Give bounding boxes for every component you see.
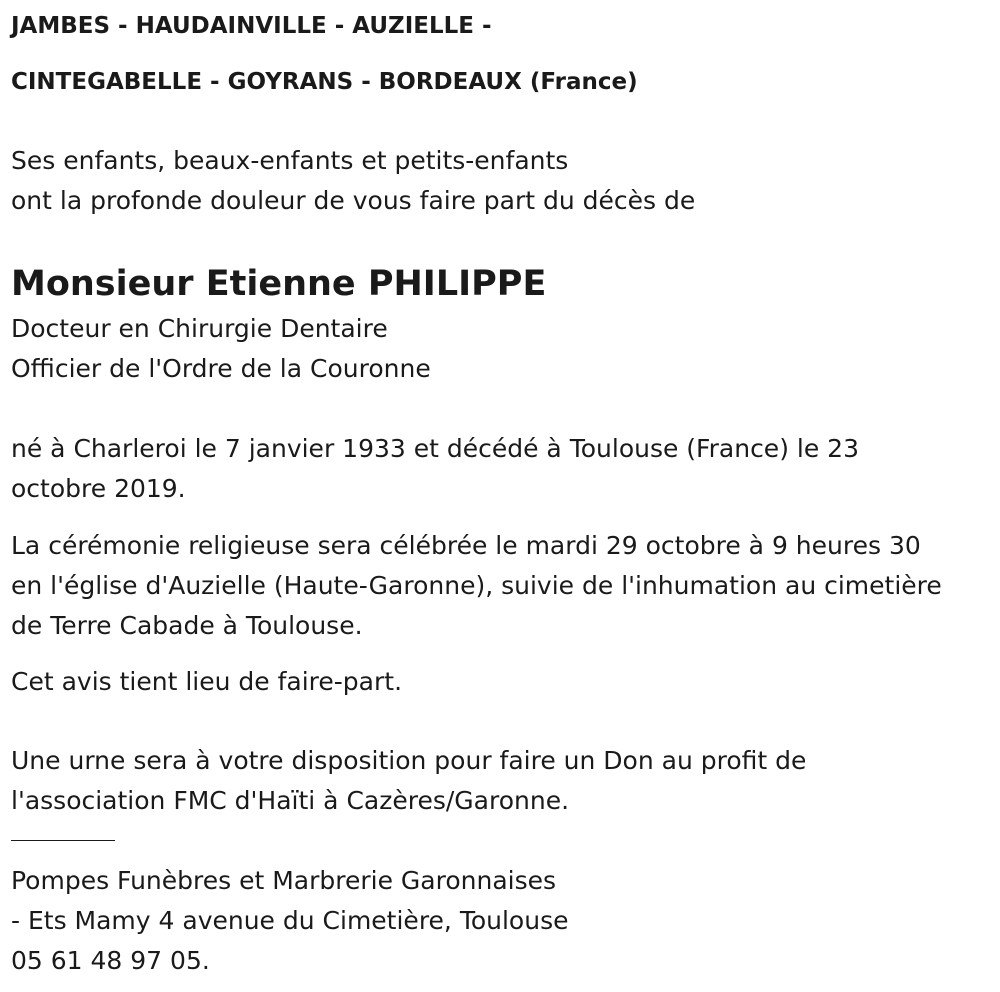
funeral-home-phone: 05 61 48 97 05.: [11, 946, 210, 975]
ceremony-line-2: en l'église d'Auzielle (Haute-Garonne), suivie de l'inhumation au cimetière: [11, 571, 942, 600]
funeral-home-line-2: - Ets Mamy 4 avenue du Cimetière, Toulouse: [11, 906, 569, 935]
funeral-home-line-1: Pompes Funèbres et Marbrerie Garonnaises: [11, 866, 557, 895]
dates-line-2: octobre 2019.: [11, 474, 186, 503]
donation-line-1: Une urne sera à votre disposition pour faire un Don au profit de: [11, 746, 807, 775]
deceased-title-2: Officier de l'Ordre de la Couronne: [11, 354, 431, 383]
intro-line-1: Ses enfants, beaux-enfants et petits-enfants: [11, 146, 569, 175]
dates-line-1: né à Charleroi le 7 janvier 1933 et décédé à Toulouse (France) le 23: [11, 434, 859, 463]
deceased-name: Monsieur Etienne PHILIPPE: [11, 264, 547, 304]
deceased-title-1: Docteur en Chirurgie Dentaire: [11, 314, 388, 343]
separator-line: [11, 840, 115, 841]
notice-text: Cet avis tient lieu de faire-part.: [11, 667, 403, 696]
ceremony-line-1: La cérémonie religieuse sera célébrée le mardi 29 octobre à 9 heures 30: [11, 531, 921, 560]
intro-line-2: ont la profonde douleur de vous faire part du décès de: [11, 186, 696, 215]
donation-line-2: l'association FMC d'Haïti à Cazères/Garonne.: [11, 786, 570, 815]
locations-line-1: JAMBES - HAUDAINVILLE - AUZIELLE -: [11, 13, 492, 39]
locations-line-2: CINTEGABELLE - GOYRANS - BORDEAUX (France): [11, 69, 638, 95]
ceremony-line-3: de Terre Cabade à Toulouse.: [11, 611, 363, 640]
